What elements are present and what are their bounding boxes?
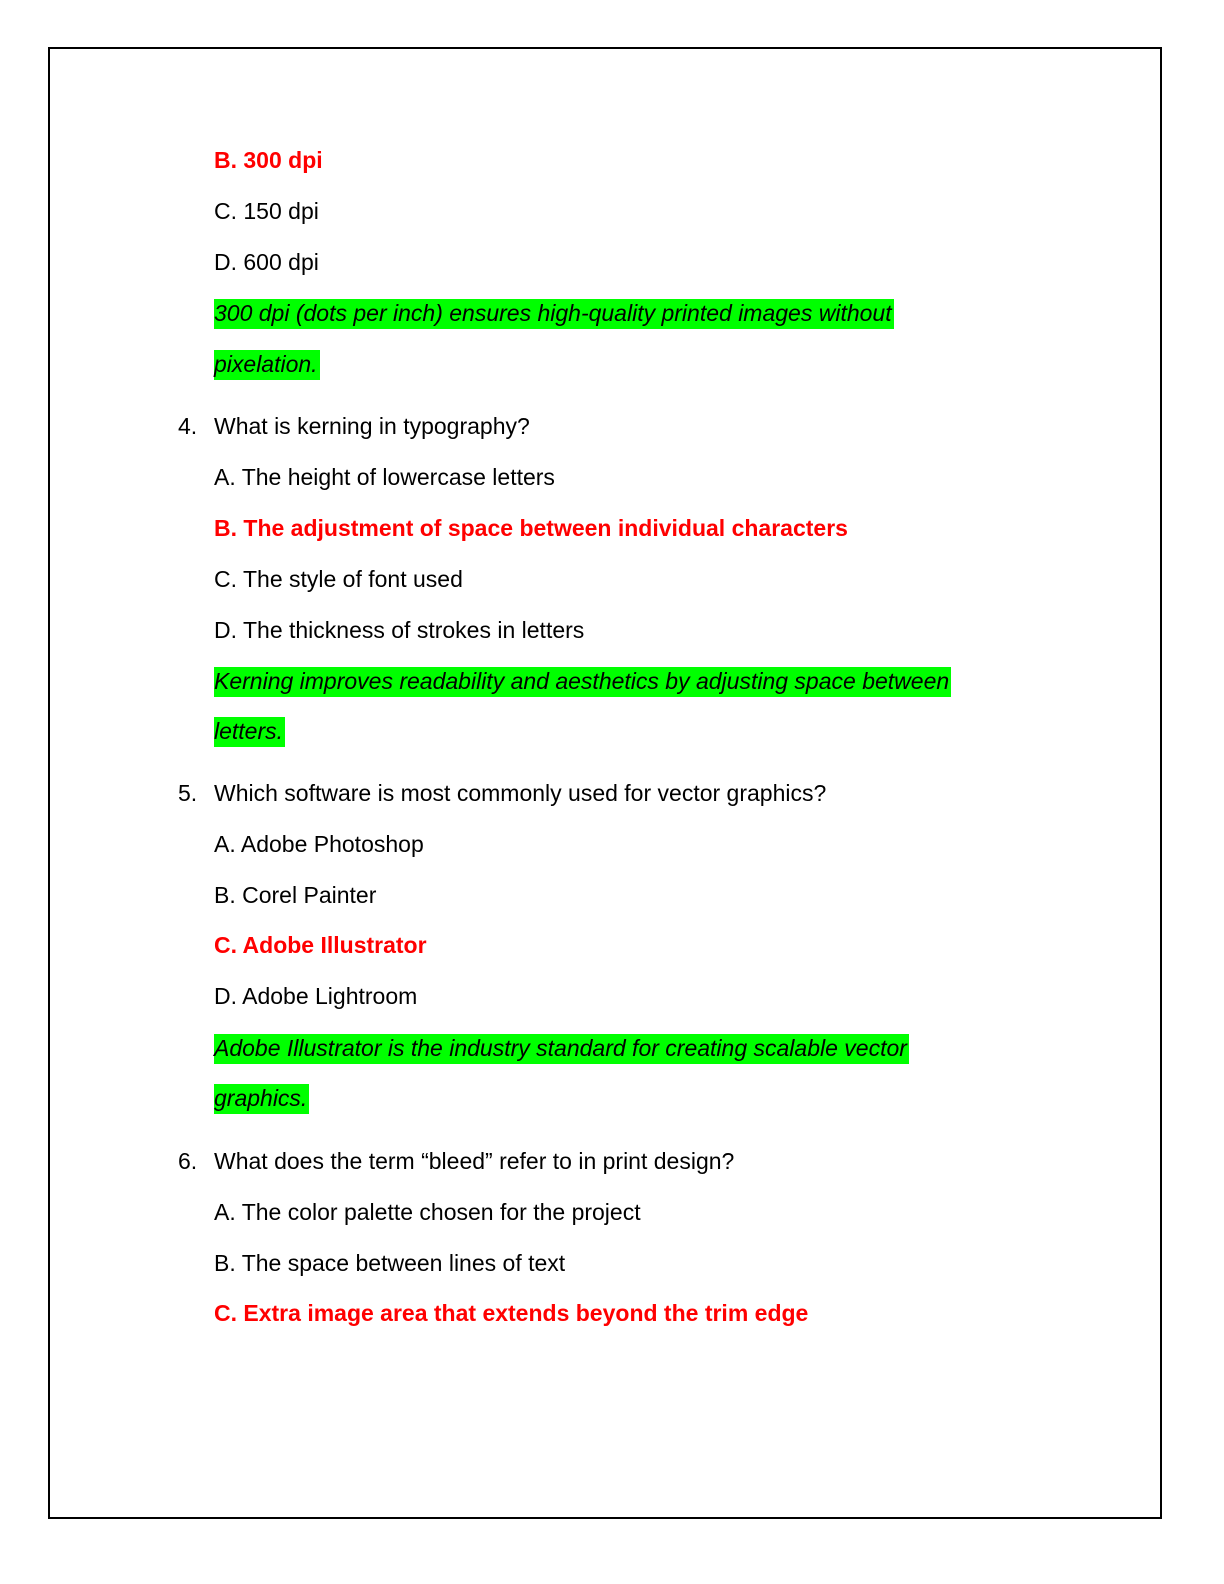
q3-explanation-text-2: pixelation.: [214, 350, 320, 380]
q5-number: 5.: [178, 780, 198, 806]
q3-explanation-line-2: [214, 349, 320, 379]
q6-option-a: A. The color palette chosen for the project: [214, 1199, 641, 1225]
q4-explanation-line-1: [214, 666, 951, 696]
q4-explanation-text-2: letters.: [214, 717, 285, 747]
q3-explanation-text-1: 300 dpi (dots per inch) ensures high-quality printed images without: [214, 299, 894, 329]
q5-explanation-line-2: [214, 1083, 309, 1113]
q5-option-c-correct: C. Adobe Illustrator: [214, 932, 427, 958]
q3-option-c: C. 150 dpi: [214, 198, 319, 224]
q4-option-a: A. The height of lowercase letters: [214, 464, 555, 490]
q6-question: What does the term “bleed” refer to in print design?: [214, 1148, 735, 1174]
q3-option-b-correct: B. 300 dpi: [214, 147, 323, 173]
q4-explanation-line-2: [214, 716, 285, 746]
q3-explanation-line-1: [214, 298, 894, 328]
q6-number: 6.: [178, 1148, 198, 1174]
q4-question: What is kerning in typography?: [214, 413, 530, 439]
q4-explanation-text-1: Kerning improves readability and aesthetics by adjusting space between: [214, 667, 951, 697]
q5-option-b: B. Corel Painter: [214, 882, 377, 908]
q5-explanation-text-2: graphics.: [214, 1084, 309, 1114]
q5-explanation-line-1: [214, 1033, 909, 1063]
q5-option-a: A. Adobe Photoshop: [214, 831, 424, 857]
q4-option-d: D. The thickness of strokes in letters: [214, 617, 585, 643]
q4-number: 4.: [178, 413, 198, 439]
q3-option-d: D. 600 dpi: [214, 249, 319, 275]
q5-option-d: D. Adobe Lightroom: [214, 983, 418, 1009]
q6-option-b: B. The space between lines of text: [214, 1250, 566, 1276]
q4-option-b-correct: B. The adjustment of space between individual characters: [214, 515, 848, 541]
q5-explanation-text-1: Adobe Illustrator is the industry standard for creating scalable vector: [214, 1034, 909, 1064]
q6-option-c-correct: C. Extra image area that extends beyond the trim edge: [214, 1300, 809, 1326]
q4-option-c: C. The style of font used: [214, 566, 463, 592]
q5-question: Which software is most commonly used for vector graphics?: [214, 780, 827, 806]
